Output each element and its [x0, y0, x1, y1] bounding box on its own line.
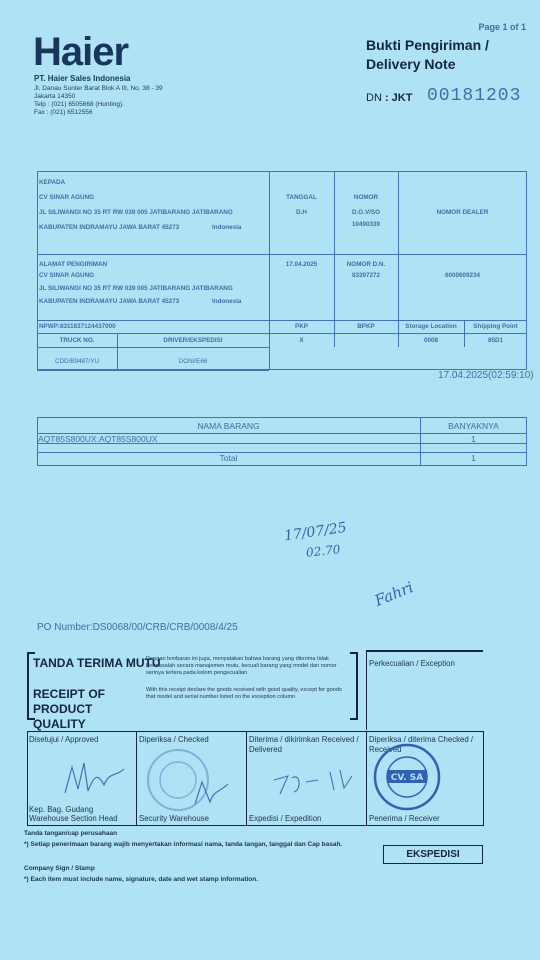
recipient-address: KABUPATEN INDRAMAYU JAWA BARAT 45273 — [39, 224, 180, 231]
npwp: NPWP:8311837124437000 — [39, 323, 116, 330]
exception-label: Perkecualian / Exception — [369, 659, 455, 668]
sign-grid-bottom — [27, 825, 484, 826]
sign-grid-line — [366, 731, 367, 826]
document-title — [366, 36, 489, 74]
haier-logo: Haier — [33, 30, 129, 74]
bracket-left — [27, 652, 35, 654]
total-value: 1 — [471, 453, 476, 463]
checked-label: Diperiksa / Checked — [139, 735, 209, 744]
nomor-dn-value: 83397272 — [351, 272, 381, 279]
title-line: Delivery Note — [366, 56, 456, 72]
shipping-date: 17.04.2025 — [285, 261, 318, 268]
footer-sign-id: Tanda tangan/cap perusahaan — [24, 830, 118, 837]
sign-grid-line — [27, 731, 28, 826]
bracket-right — [350, 652, 358, 654]
shipping-address: KABUPATEN INDRAMAYU JAWA BARAT 45273 — [39, 298, 180, 305]
storage-value: 0008 — [423, 337, 438, 344]
shipping-point-label: Shipping Point — [473, 323, 518, 330]
sign-grid-line — [136, 731, 137, 826]
driver-value: DONI/E66 — [178, 358, 208, 365]
dealer-number: 6000609234 — [444, 272, 481, 279]
divider — [37, 370, 269, 371]
bracket-right — [350, 718, 358, 720]
nomor-dn-label: NOMOR D.N. — [346, 261, 386, 268]
recipient-label: KEPADA — [39, 179, 66, 186]
address-line: Jl. Danau Sunter Barat Blok A III, No. 38 - 39 — [34, 85, 163, 92]
shipping-address: JL SILIWANGI NO 35 RT RW 039 005 JATIBARANG JATIBARANG — [39, 285, 233, 292]
po-number: PO Number:DS0068/00/CRB/CRB/0008/4/25 — [37, 622, 238, 633]
address-line: Telp : (021) 6505668 (Hunting). — [34, 101, 124, 108]
receipt-desc-en: With this receipt declare the goods received with good quality, except for goods that model and serial number listed on the exception column — [146, 687, 342, 701]
company-stamp — [372, 742, 442, 812]
signature-approved — [60, 755, 130, 800]
divider — [398, 171, 399, 347]
divider — [37, 333, 527, 334]
received-label: Diperiksa / diterima Checked / Received — [369, 735, 473, 754]
divider — [37, 254, 527, 255]
company-name: PT. Haier Sales Indonesia — [34, 74, 131, 83]
recipient-address: JL SILIWANGI NO 35 RT RW 039 005 JATIBARANG JATIBARANG — [39, 209, 233, 216]
sign-grid-line — [246, 731, 247, 826]
footer-note-en: *) Each item must include name, signature, date and wet stamp information. — [24, 876, 259, 883]
checked-role: Security Warehouse — [139, 814, 209, 823]
recipient-country: Indonesia — [212, 224, 242, 231]
shipping-country: Indonesia — [212, 298, 242, 305]
col-banyaknya: BANYAKNYA — [448, 421, 499, 431]
driver-label: DRIVER/EKSPEDISI — [163, 337, 223, 344]
shipping-name: CV SINAR AGUNG — [39, 272, 95, 279]
signature-expedition — [270, 760, 360, 805]
printed-timestamp: 17.04.2025(02:59:10) — [438, 370, 534, 381]
dealer-label: NOMOR DEALER — [436, 209, 489, 216]
truck-value: CDD/B9487/YU — [54, 358, 100, 365]
pkp-label: PKP — [295, 323, 308, 330]
nomor-value: 10490339 — [351, 221, 381, 228]
item-name: AQT85S800UX:AQT85S800UX — [38, 434, 158, 444]
dn-prefix: : JKT — [384, 92, 413, 104]
company-address — [34, 85, 234, 117]
address-line: Jakarta 14350 — [34, 93, 76, 100]
dn-number: 00181203 — [427, 86, 522, 106]
received-role: Penerima / Receiver — [369, 814, 440, 823]
approved-label: Disetujui / Approved — [29, 735, 99, 744]
tanggal-label: TANGGAL — [286, 194, 317, 201]
tanggal-value: D.H — [296, 209, 307, 216]
pkp-value: X — [299, 337, 304, 344]
delivered-label: Diterima / dikirimkan Received / Delivered — [249, 735, 359, 754]
shipping-point-value: 85D1 — [487, 337, 504, 344]
approved-role: Warehouse Section Head — [29, 814, 118, 823]
recipient-name: CV SINAR AGUNG — [39, 194, 95, 201]
item-qty: 1 — [471, 434, 476, 444]
bracket-left — [27, 652, 29, 720]
storage-label: Storage Location — [405, 323, 457, 330]
bpkp-label: BPKP — [357, 323, 375, 330]
approved-role: Kep. Bag. Gudang — [29, 805, 94, 814]
total-label: Total — [219, 453, 238, 463]
receipt-title-en: RECEIPT OF PRODUCT QUALITY — [33, 687, 106, 731]
nomor-label: NOMOR — [353, 194, 379, 201]
divider — [37, 347, 269, 348]
sign-grid-line — [483, 731, 484, 826]
address-line: Fax : (021) 6512556 — [34, 109, 93, 116]
stamp-security — [140, 742, 235, 812]
dn-label: DN : JKT — [366, 92, 413, 104]
exception-box-side — [366, 650, 367, 730]
stamp-text: CV. SA — [390, 773, 424, 783]
shipping-label: ALAMAT PENGIRIMAN — [39, 261, 108, 268]
handwritten-time: 02.70 — [305, 542, 341, 560]
footer-note-id: *) Setiap penerimaan barang wajib menyertakan informasi nama, tanda tangan, tanggal dan Cap basah. — [24, 841, 343, 848]
col-nama-barang: NAMA BARANG — [197, 421, 260, 431]
page-number: Page 1 of 1 — [478, 22, 526, 32]
handwritten-signature: Fahri — [372, 578, 416, 610]
ekspedisi-box: EKSPEDISI — [383, 845, 483, 864]
handwritten-date: 17/07/25 — [283, 519, 348, 545]
receipt-desc-id: Dengan lembaran ini juga, menyatakan bahwa barang yang diterima tidak bermasalah secara manajemen mutu, kecuali barang yang model dan nomor serinya tertera pada kolom pengecualian — [146, 656, 337, 677]
exception-box-top — [366, 650, 483, 652]
divider — [37, 320, 527, 321]
title-line: Bukti Pengiriman / — [366, 37, 489, 53]
nomor-value: D.O.V/SO — [352, 209, 380, 216]
receipt-title-id: TANDA TERIMA MUTU — [33, 656, 161, 670]
truck-label: TRUCK NO. — [59, 337, 95, 344]
bracket-right — [356, 652, 358, 720]
footer-sign-en: Company Sign / Stamp — [24, 865, 95, 872]
sign-grid-top — [27, 731, 484, 732]
delivered-role: Expedisi / Expedition — [249, 814, 322, 823]
